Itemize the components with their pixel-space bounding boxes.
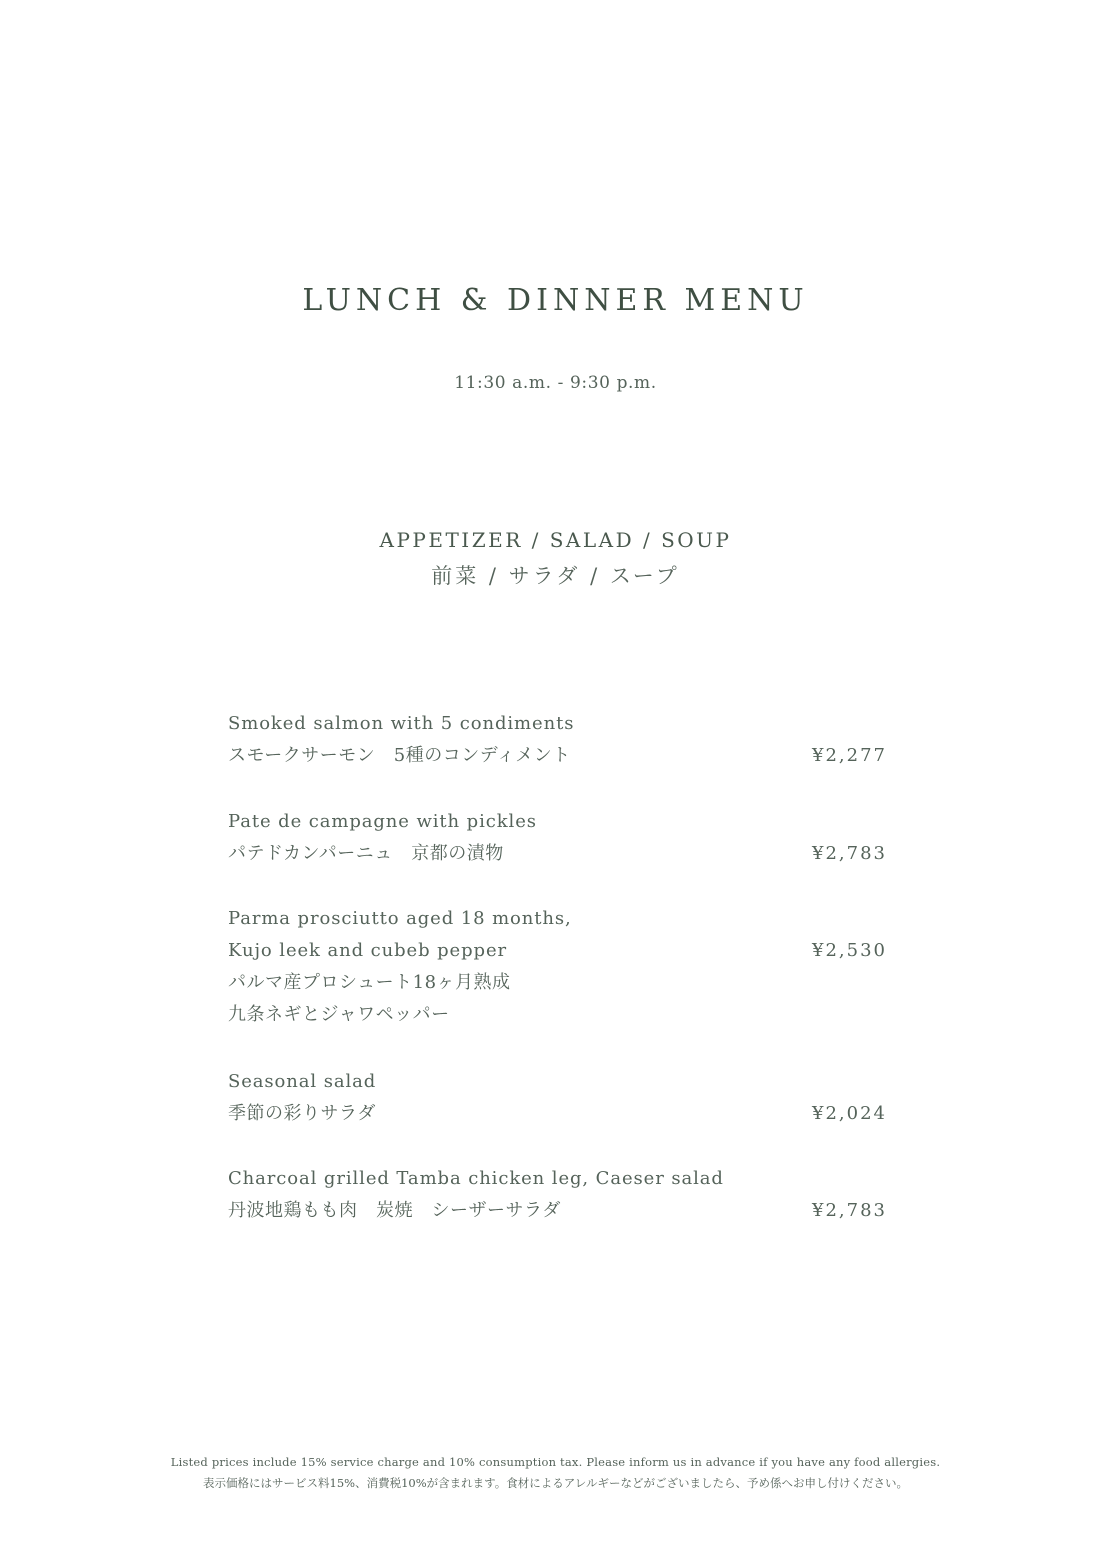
item-name-jp: スモークサーモン 5種のコンディメント	[228, 745, 571, 766]
menu-item	[228, 1163, 888, 1227]
item-name-jp-line-2: 九条ネギとジャワペッパー	[228, 1004, 450, 1025]
service-hours: 11:30 a.m. - 9:30 p.m.	[454, 373, 657, 393]
item-name-en-line-2: Kujo leek and cubeb pepper	[228, 940, 508, 961]
item-price: ¥2,783	[812, 1200, 887, 1221]
item-price: ¥2,530	[812, 940, 887, 961]
item-name-jp-line-1: パルマ産プロシュート18ヶ月熟成	[228, 972, 511, 993]
item-name-en: Pate de campagne with pickles	[228, 811, 537, 832]
item-name-en: Seasonal salad	[228, 1071, 377, 1092]
item-name-en: Charcoal grilled Tamba chicken leg, Caeser salad	[228, 1168, 724, 1189]
section-title-en: APPETIZER / SALAD / SOUP	[379, 528, 732, 552]
footer-note-en: Listed prices include 15% service charge and 10% consumption tax. Please inform us in advance if you have any food allergies.	[170, 1455, 941, 1469]
menu-item	[228, 708, 888, 772]
menu-title: LUNCH & DINNER MENU	[302, 283, 809, 318]
footer-note-jp: 表示価格にはサービス料15%、消費税10%が含まれます。食材によるアレルギーなどがございましたら、予め係へお申し付けください。	[203, 1476, 908, 1490]
item-price: ¥2,783	[812, 843, 887, 864]
item-price: ¥2,024	[812, 1103, 887, 1124]
item-name-jp: 季節の彩りサラダ	[228, 1103, 376, 1124]
menu-item	[228, 806, 888, 870]
item-name-jp: 丹波地鶏もも肉 炭焼 シーザーサラダ	[228, 1200, 561, 1221]
item-name-jp: パテドカンパーニュ 京都の漬物	[228, 843, 504, 864]
menu-item	[228, 1066, 888, 1130]
section-title-jp: 前菜 / サラダ / スープ	[431, 564, 680, 588]
menu-item	[228, 903, 888, 1031]
item-name-en-line-1: Parma prosciutto aged 18 months,	[228, 908, 572, 929]
item-price: ¥2,277	[812, 745, 887, 766]
item-name-en: Smoked salmon with 5 condiments	[228, 713, 575, 734]
